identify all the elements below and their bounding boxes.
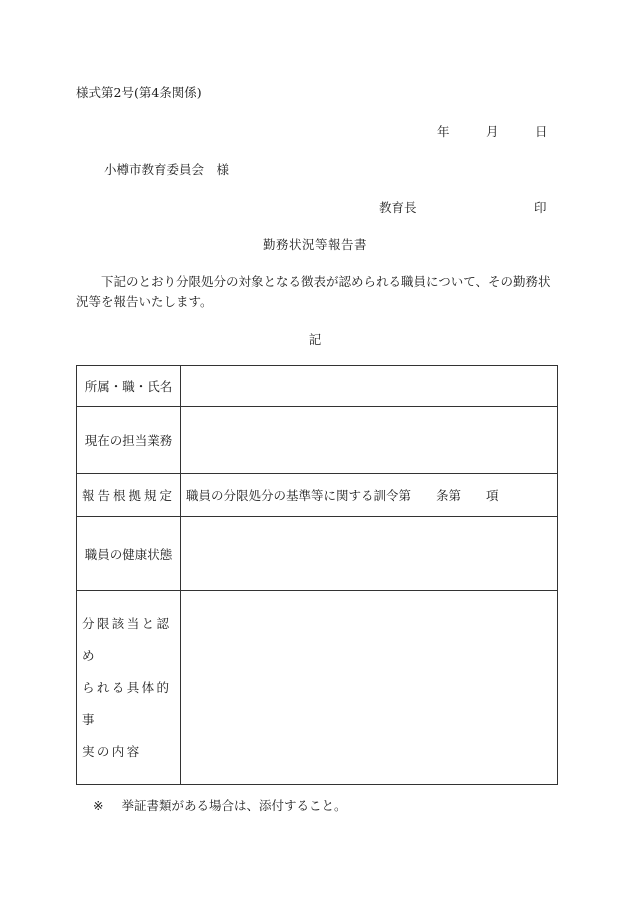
row-label-line: られる具体的事	[82, 679, 172, 727]
body-text: 下記のとおり分限処分の対象となる徴表が認められる職員について、その勤務状況等を報告いたします。	[76, 274, 551, 309]
row-value-specific-facts[interactable]	[181, 591, 558, 785]
seal-mark: 印	[534, 200, 547, 215]
date-month-label: 月	[486, 124, 499, 139]
table-row	[77, 517, 558, 591]
footnote-text: 挙証書類がある場合は、添付すること。	[121, 798, 347, 813]
row-label-health-status: 職員の健康状態	[77, 517, 181, 591]
table-row	[77, 591, 558, 785]
footnote-mark: ※	[93, 798, 104, 813]
row-value-report-basis[interactable]: 職員の分限処分の基準等に関する訓令第 条第 項	[181, 474, 558, 517]
row-label-current-duties: 現在の担当業務	[77, 407, 181, 474]
sender-title: 教育長	[379, 200, 417, 215]
table-row	[77, 474, 558, 517]
row-label-specific-facts	[77, 591, 181, 785]
table-row	[77, 407, 558, 474]
row-label-affiliation: 所属・職・氏名	[77, 366, 181, 407]
addressee: 小樽市教育委員会 様	[104, 162, 230, 177]
row-label-line: 分限該当と認め	[82, 615, 172, 663]
date-year-label: 年	[437, 124, 450, 139]
date-day-label: 日	[535, 124, 548, 139]
row-value-health-status[interactable]	[181, 517, 558, 591]
footnote	[93, 796, 347, 814]
table-row	[77, 366, 558, 407]
report-table	[76, 365, 558, 785]
row-value-current-duties[interactable]	[181, 407, 558, 474]
row-label-line: 実の内容	[82, 743, 142, 759]
document-title: 勤務状況等報告書	[262, 237, 367, 252]
row-value-affiliation[interactable]	[181, 366, 558, 407]
form-number: 様式第2号(第4条関係)	[76, 85, 202, 100]
ki-label: 記	[308, 332, 322, 347]
row-label-report-basis: 報告根拠規定	[77, 474, 181, 517]
